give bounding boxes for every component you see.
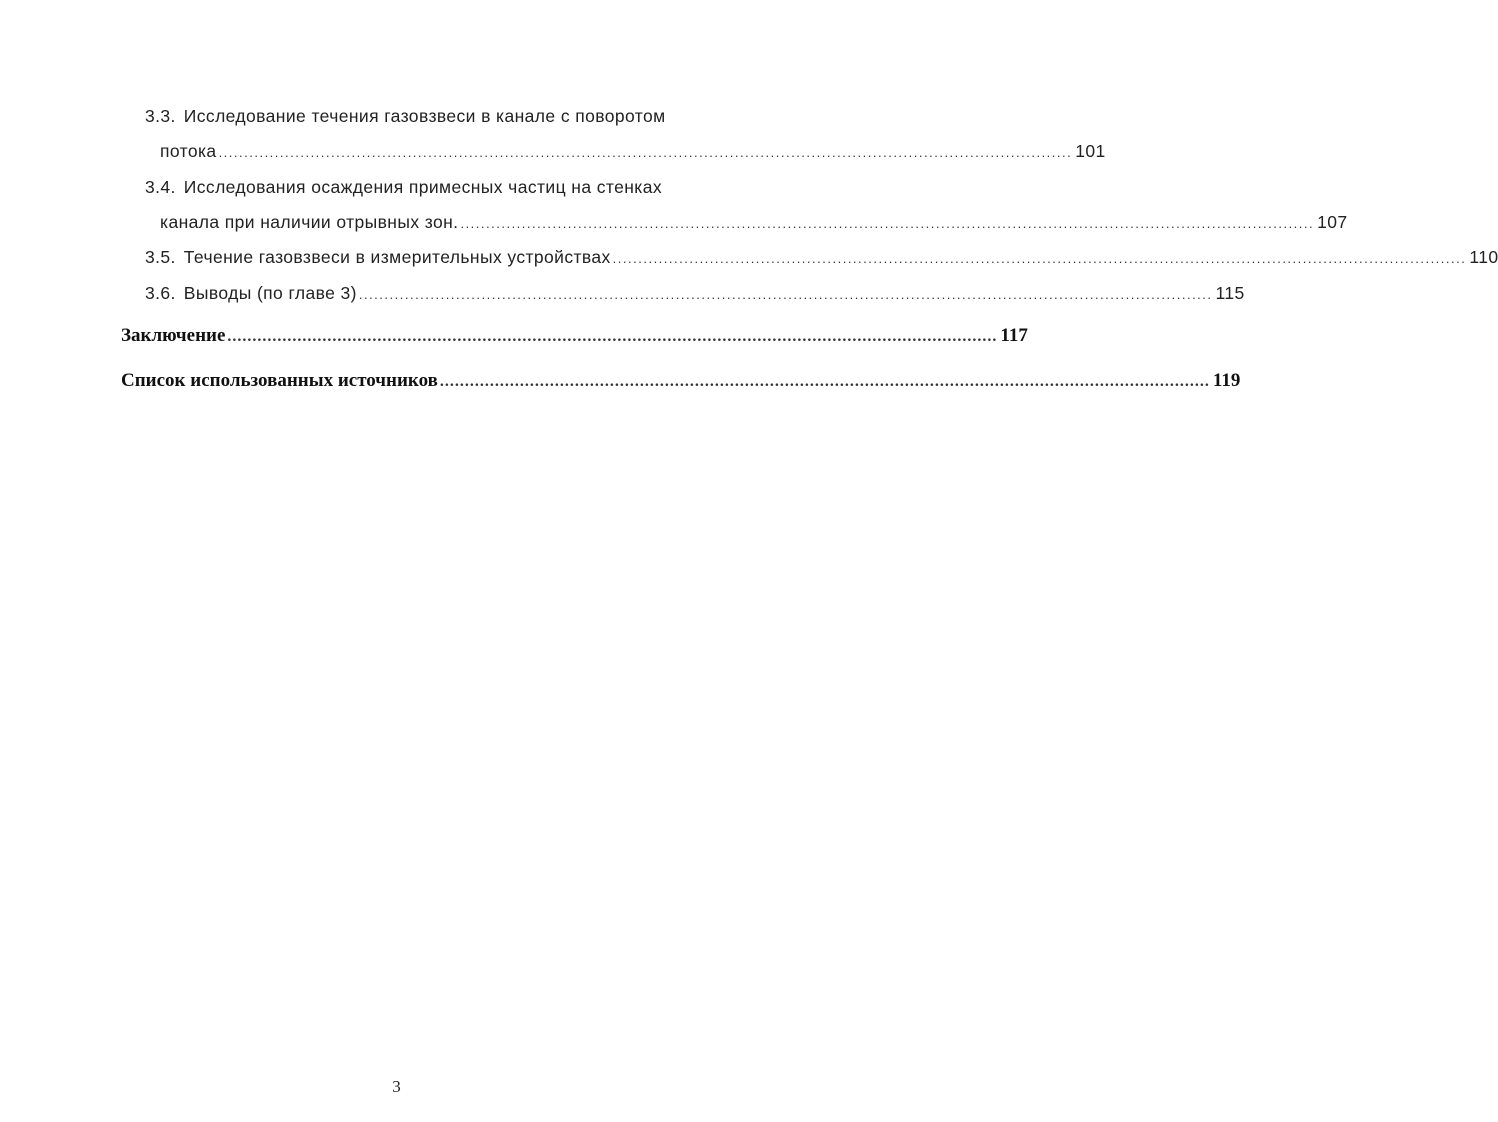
toc-chapter-page: 117 — [1000, 325, 1028, 346]
toc-entry-page: 110 — [1469, 247, 1498, 267]
toc-chapter-page: 119 — [1212, 370, 1241, 391]
toc-chapter-title: Список использованных источников — [121, 370, 438, 391]
leader-dots: .......................................................................................................................................................... — [227, 328, 998, 345]
toc-entry-page: 115 — [1215, 283, 1245, 303]
toc-entry-title-continued: канала при наличии отрывных зон. — [160, 212, 459, 232]
toc-entry-number: 3.5. — [145, 247, 176, 267]
page-number: 3 — [392, 1077, 401, 1096]
toc-entry-number: 3.3. — [145, 106, 176, 126]
leader-dots: ....................................................................................................................................................................... — [358, 287, 1213, 302]
toc-chapter-conclusion — [121, 322, 1028, 350]
toc-entry-3-6 — [145, 279, 1245, 307]
toc-entry-3-3-line2 — [160, 137, 1106, 165]
toc-entry-title: Исследование течения газовзвеси в канале с поворотом — [183, 106, 666, 126]
toc-entry-3-4-line2 — [160, 208, 1348, 236]
toc-entry-page: 107 — [1317, 212, 1348, 232]
toc-entry-title: Выводы (по главе 3) — [183, 283, 357, 303]
toc-entry-title-continued: потока — [160, 141, 217, 161]
toc-entry-page: 101 — [1075, 141, 1106, 161]
toc-entry-number: 3.6. — [145, 283, 176, 303]
toc-entry-title: Течение газовзвеси в измерительных устройствах — [183, 247, 611, 267]
leader-dots: ....................................................................................................................................................................... — [218, 145, 1073, 160]
leader-dots: ....................................................................................................................................................................... — [612, 251, 1467, 266]
toc-entry-3-5 — [145, 243, 1498, 271]
toc-entry-3-3-line1 — [145, 102, 735, 130]
leader-dots: ....................................................................................................................................................................... — [460, 216, 1315, 231]
toc-chapter-title: Заключение — [121, 325, 226, 346]
toc-entry-3-4-line1 — [145, 173, 735, 201]
toc-chapter-references — [121, 367, 1241, 395]
toc-entry-title: Исследования осаждения примесных частиц на стенках — [183, 177, 663, 197]
leader-dots: .......................................................................................................................................................... — [439, 373, 1210, 390]
toc-entry-number: 3.4. — [145, 177, 176, 197]
